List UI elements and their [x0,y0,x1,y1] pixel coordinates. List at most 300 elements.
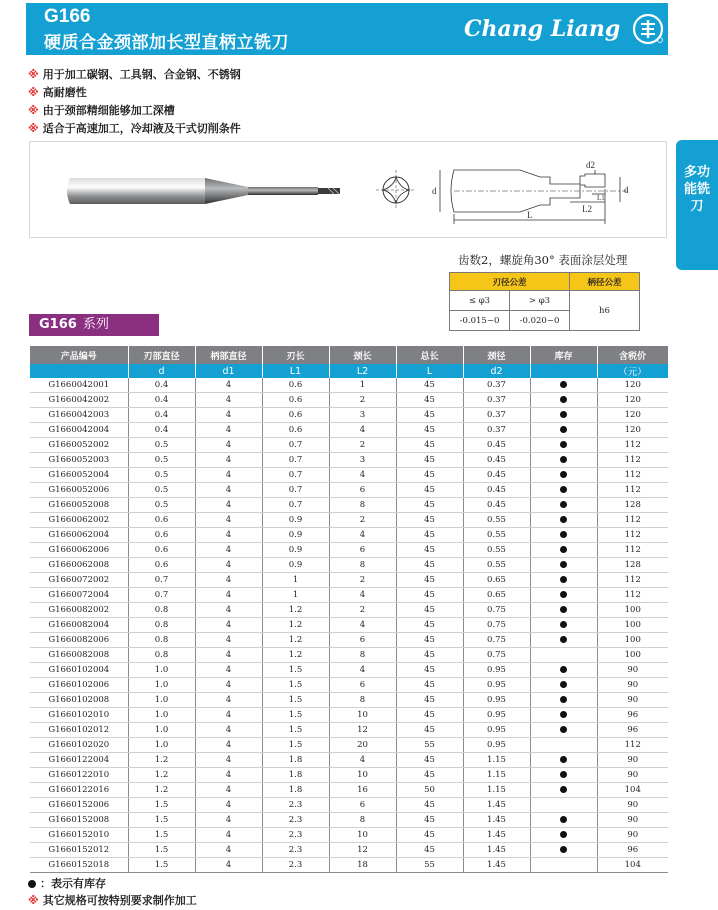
table-cell: 55 [396,738,463,753]
table-cell: 0.75 [463,633,530,648]
custom-note: ※ 其它规格可按特别要求制作加工 [28,894,197,907]
table-cell: 4 [329,528,396,543]
stock-cell [530,603,597,618]
tool-drawing-panel [29,141,667,238]
header-banner [26,3,668,55]
tolerance-col-le3: ≤ φ3 [450,291,510,311]
table-cell: 0.75 [463,648,530,663]
table-cell: 1.5 [128,798,195,813]
table-cell: 128 [597,498,668,513]
column-header: 库存 [530,346,597,364]
table-cell: 96 [597,723,668,738]
table-cell: 6 [329,633,396,648]
table-cell: 0.95 [463,723,530,738]
table-cell: 0.55 [463,558,530,573]
end-view-icon [376,170,416,210]
table-row [30,513,668,528]
table-cell: 2 [329,603,396,618]
table-cell: 4 [195,678,262,693]
side-tab-label: 多功能铣刀 [684,165,711,214]
table-cell: 90 [597,678,668,693]
table-cell: 0.95 [463,693,530,708]
table-cell: 6 [329,483,396,498]
table-cell: 45 [396,843,463,858]
stock-cell [530,798,597,813]
table-cell: 0.4 [128,393,195,408]
table-cell: 0.37 [463,423,530,438]
product-code-cell: G1660102006 [30,678,128,693]
table-cell: 45 [396,543,463,558]
product-code-cell: G1660062004 [30,528,128,543]
table-cell: 0.5 [128,453,195,468]
table-row [30,708,668,723]
table-cell: 1.5 [128,813,195,828]
table-cell: 1 [329,378,396,393]
stock-cell [530,558,597,573]
table-cell: 6 [329,678,396,693]
table-subheader-row [30,364,668,378]
column-header: 颈长 [329,346,396,364]
table-row [30,783,668,798]
table-cell: 2 [329,393,396,408]
table-cell: 8 [329,813,396,828]
table-row [30,858,668,873]
table-cell: 104 [597,783,668,798]
product-code-cell: G1660102010 [30,708,128,723]
shank-tolerance-value: h6 [570,291,640,331]
table-cell: 2.3 [262,798,329,813]
in-stock-dot-icon [560,606,567,613]
table-cell: 90 [597,768,668,783]
table-cell: 45 [396,498,463,513]
table-cell: 1.5 [262,708,329,723]
table-cell: 45 [396,408,463,423]
dim-label-L1: L1 [597,194,605,202]
table-cell: 4 [195,633,262,648]
table-cell: 4 [195,438,262,453]
table-cell: 1.8 [262,768,329,783]
product-table [30,346,669,873]
table-cell: 4 [195,513,262,528]
column-header: 产品编号 [30,346,128,364]
feature-item: ※ 用于加工碳钢、工具钢、合金钢、不锈钢 [28,68,241,81]
table-cell: 0.65 [463,573,530,588]
table-cell: 0.7 [128,588,195,603]
table-row [30,558,668,573]
table-cell: 0.55 [463,528,530,543]
table-cell: 4 [195,828,262,843]
table-cell: 0.4 [128,408,195,423]
stock-cell [530,618,597,633]
product-code-cell: G1660052003 [30,453,128,468]
table-cell: 4 [329,753,396,768]
stock-cell [530,723,597,738]
table-cell: 0.75 [463,618,530,633]
column-header: 刃部直径 [128,346,195,364]
product-code-cell: G1660072004 [30,588,128,603]
table-cell: 0.9 [262,558,329,573]
feature-list [28,66,241,138]
table-cell: 4 [195,483,262,498]
table-row [30,663,668,678]
table-cell: 4 [195,768,262,783]
table-cell: 0.95 [463,678,530,693]
product-code-cell: G1660052008 [30,498,128,513]
table-cell: 45 [396,603,463,618]
spec-note: 齿数2，螺旋角30° 表面涂层处理 [458,253,628,267]
table-row [30,633,668,648]
table-cell: 112 [597,573,668,588]
table-cell: 4 [195,663,262,678]
product-code-cell: G1660152018 [30,858,128,873]
product-code-cell: G1660152008 [30,813,128,828]
table-cell: 0.6 [262,423,329,438]
table-cell: 45 [396,723,463,738]
table-cell: 0.37 [463,378,530,393]
table-cell: 112 [597,738,668,753]
table-cell: 0.37 [463,393,530,408]
table-cell: 1.0 [128,678,195,693]
dim-label-d2: d2 [586,160,595,170]
table-cell: 0.6 [128,528,195,543]
table-cell: 0.4 [128,423,195,438]
shank-tolerance-header: 柄径公差 [570,273,640,291]
in-stock-dot-icon [560,771,567,778]
stock-cell [530,498,597,513]
dim-label-d: d [432,186,437,196]
in-stock-dot-icon [560,471,567,478]
table-cell: 45 [396,453,463,468]
table-row [30,648,668,663]
table-cell: 90 [597,798,668,813]
in-stock-dot-icon [560,441,567,448]
table-cell: 4 [195,618,262,633]
column-symbol: L1 [262,364,329,378]
table-cell: 4 [195,603,262,618]
table-cell: 1.2 [128,753,195,768]
table-cell: 0.7 [262,498,329,513]
product-code-cell: G1660122016 [30,783,128,798]
product-code-cell: G1660042002 [30,393,128,408]
table-cell: 45 [396,813,463,828]
product-code-cell: G1660082008 [30,648,128,663]
table-cell: 2.3 [262,828,329,843]
table-cell: 0.8 [128,618,195,633]
table-cell: 120 [597,393,668,408]
table-cell: 0.5 [128,483,195,498]
table-cell: 4 [195,378,262,393]
table-row [30,693,668,708]
table-cell: 45 [396,693,463,708]
table-cell: 0.7 [262,483,329,498]
table-cell: 4 [195,468,262,483]
table-cell: 1.45 [463,843,530,858]
table-cell: 45 [396,648,463,663]
table-cell: 45 [396,798,463,813]
stock-cell [530,648,597,663]
table-cell: 0.8 [128,603,195,618]
table-row [30,468,668,483]
table-cell: 1.8 [262,753,329,768]
in-stock-dot-icon [560,486,567,493]
product-code-cell: G1660052004 [30,468,128,483]
in-stock-dot-icon [560,381,567,388]
column-symbol: L2 [329,364,396,378]
table-cell: 10 [329,828,396,843]
feature-item: ※ 适合于高速加工，冷却液及干式切削条件 [28,122,241,135]
table-cell: 10 [329,708,396,723]
in-stock-dot-icon [560,786,567,793]
dim-label-L2: L2 [582,204,592,214]
table-cell: 0.37 [463,408,530,423]
stock-cell [530,483,597,498]
table-cell: 0.75 [463,603,530,618]
table-cell: 4 [195,588,262,603]
tolerance-val-gt3: -0.020~0 [510,311,570,331]
column-symbol: d [128,364,195,378]
table-cell: 1.5 [262,678,329,693]
table-cell: 4 [195,498,262,513]
table-cell: 4 [195,813,262,828]
table-cell: 1.0 [128,723,195,738]
blade-tolerance-header: 刃径公差 [450,273,570,291]
table-cell: 1.5 [128,858,195,873]
table-cell: 4 [195,738,262,753]
stock-cell [530,423,597,438]
table-cell: 1.5 [128,828,195,843]
table-cell: 0.55 [463,513,530,528]
table-cell: 1.2 [128,783,195,798]
changliang-logo-icon [632,13,664,45]
table-cell: 1.2 [262,648,329,663]
column-symbol: L [396,364,463,378]
table-cell: 12 [329,843,396,858]
table-cell: 0.45 [463,498,530,513]
in-stock-dot-icon [560,681,567,688]
table-cell: 6 [329,543,396,558]
table-cell: 4 [195,393,262,408]
product-code-cell: G1660062008 [30,558,128,573]
table-cell: 0.8 [128,648,195,663]
table-cell: 4 [329,588,396,603]
in-stock-dot-icon [560,561,567,568]
in-stock-dot-icon [560,636,567,643]
table-cell: 1.5 [262,693,329,708]
footnotes [28,875,197,909]
brand-name: Chang Liang [464,16,621,42]
column-header: 总长 [396,346,463,364]
table-cell: 0.9 [262,543,329,558]
table-cell: 45 [396,828,463,843]
table-cell: 0.9 [262,528,329,543]
table-cell: 3 [329,408,396,423]
table-cell: 1.2 [262,633,329,648]
product-code-cell: G1660122010 [30,768,128,783]
in-stock-dot-icon [560,426,567,433]
side-category-tab[interactable] [676,140,718,270]
table-cell: 10 [329,768,396,783]
table-cell: 1.2 [128,768,195,783]
table-cell: 120 [597,378,668,393]
table-cell: 90 [597,828,668,843]
table-cell: 0.95 [463,738,530,753]
product-code-cell: G1660082006 [30,633,128,648]
table-row [30,813,668,828]
table-cell: 112 [597,438,668,453]
column-symbol [530,364,597,378]
table-cell: 100 [597,648,668,663]
table-cell: 1.45 [463,798,530,813]
table-row [30,483,668,498]
stock-cell [530,378,597,393]
table-cell: 4 [329,423,396,438]
table-cell: 1.0 [128,693,195,708]
series-label [29,314,159,336]
table-cell: 4 [195,528,262,543]
table-cell: 1.45 [463,858,530,873]
column-symbol [30,364,128,378]
table-cell: 4 [195,693,262,708]
table-row [30,438,668,453]
tolerance-val-le3: -0.015~0 [450,311,510,331]
stock-cell [530,753,597,768]
table-cell: 1.2 [262,603,329,618]
table-cell: 1 [262,573,329,588]
table-cell: 128 [597,558,668,573]
in-stock-dot-icon [560,531,567,538]
table-cell: 45 [396,483,463,498]
table-row [30,528,668,543]
table-cell: 1 [262,588,329,603]
in-stock-dot-icon [560,396,567,403]
table-cell: 0.55 [463,543,530,558]
table-cell: 55 [396,858,463,873]
table-cell: 90 [597,663,668,678]
column-header: 含税价 [597,346,668,364]
table-row [30,723,668,738]
series-code: G166 [39,317,77,332]
feature-item: ※ 由于颈部精细能够加工深槽 [28,104,175,117]
table-cell: 4 [195,408,262,423]
in-stock-dot-icon [560,696,567,703]
product-code-cell: G1660102004 [30,663,128,678]
stock-cell [530,843,597,858]
column-symbol: d1 [195,364,262,378]
table-cell: 45 [396,573,463,588]
table-cell: 8 [329,648,396,663]
table-cell: 0.45 [463,468,530,483]
table-cell: 0.5 [128,468,195,483]
tolerance-table [449,272,640,331]
table-cell: 0.6 [128,543,195,558]
product-code-cell: G1660152010 [30,828,128,843]
table-cell: 4 [195,573,262,588]
table-cell: 0.7 [128,573,195,588]
stock-cell [530,828,597,843]
table-cell: 4 [195,423,262,438]
feature-item: ※ 高耐磨性 [28,86,87,99]
stock-cell [530,438,597,453]
table-cell: 0.4 [128,378,195,393]
table-cell: 1.15 [463,768,530,783]
stock-cell [530,468,597,483]
table-cell: 4 [195,543,262,558]
table-cell: 112 [597,528,668,543]
table-cell: 0.5 [128,438,195,453]
table-cell: 4 [195,453,262,468]
stock-cell [530,813,597,828]
product-code-cell: G1660062006 [30,543,128,558]
stock-legend: ：表示有库存 [28,875,197,892]
table-row [30,768,668,783]
table-cell: 1.0 [128,663,195,678]
table-cell: 1.5 [262,723,329,738]
table-row [30,618,668,633]
table-row [30,843,668,858]
stock-cell [530,543,597,558]
column-symbol: （元） [597,364,668,378]
table-cell: 45 [396,618,463,633]
table-row [30,828,668,843]
table-cell: 112 [597,468,668,483]
in-stock-dot-icon [560,456,567,463]
table-cell: 112 [597,513,668,528]
table-cell: 45 [396,678,463,693]
table-cell: 20 [329,738,396,753]
table-cell: 2 [329,573,396,588]
in-stock-dot-icon [560,726,567,733]
product-code-cell: G1660052002 [30,438,128,453]
table-cell: 45 [396,423,463,438]
table-cell: 45 [396,768,463,783]
table-cell: 0.95 [463,708,530,723]
product-code-cell: G1660042001 [30,378,128,393]
product-code-cell: G1660062002 [30,513,128,528]
table-cell: 16 [329,783,396,798]
product-code-cell: G1660042003 [30,408,128,423]
table-cell: 4 [195,858,262,873]
table-cell: 45 [396,663,463,678]
in-stock-dot-icon [560,621,567,628]
table-cell: 1.0 [128,738,195,753]
table-cell: 112 [597,588,668,603]
table-cell: 2 [329,438,396,453]
stock-cell [530,783,597,798]
table-cell: 50 [396,783,463,798]
table-cell: 0.7 [262,438,329,453]
table-row [30,753,668,768]
table-cell: 45 [396,633,463,648]
table-cell: 120 [597,408,668,423]
table-cell: 90 [597,693,668,708]
column-header: 柄部直径 [195,346,262,364]
product-code-cell: G1660072002 [30,573,128,588]
product-code-cell: G1660082002 [30,603,128,618]
table-cell: 1.15 [463,783,530,798]
table-row [30,453,668,468]
in-stock-dot-icon [560,501,567,508]
series-word: 系列 [82,317,109,332]
table-cell: 112 [597,453,668,468]
table-cell: 0.9 [262,513,329,528]
product-code-cell: G1660052006 [30,483,128,498]
in-stock-dot-icon [560,516,567,523]
table-cell: 4 [195,708,262,723]
table-cell: 4 [195,798,262,813]
table-cell: 1.15 [463,753,530,768]
in-stock-dot-icon [560,576,567,583]
table-row [30,423,668,438]
